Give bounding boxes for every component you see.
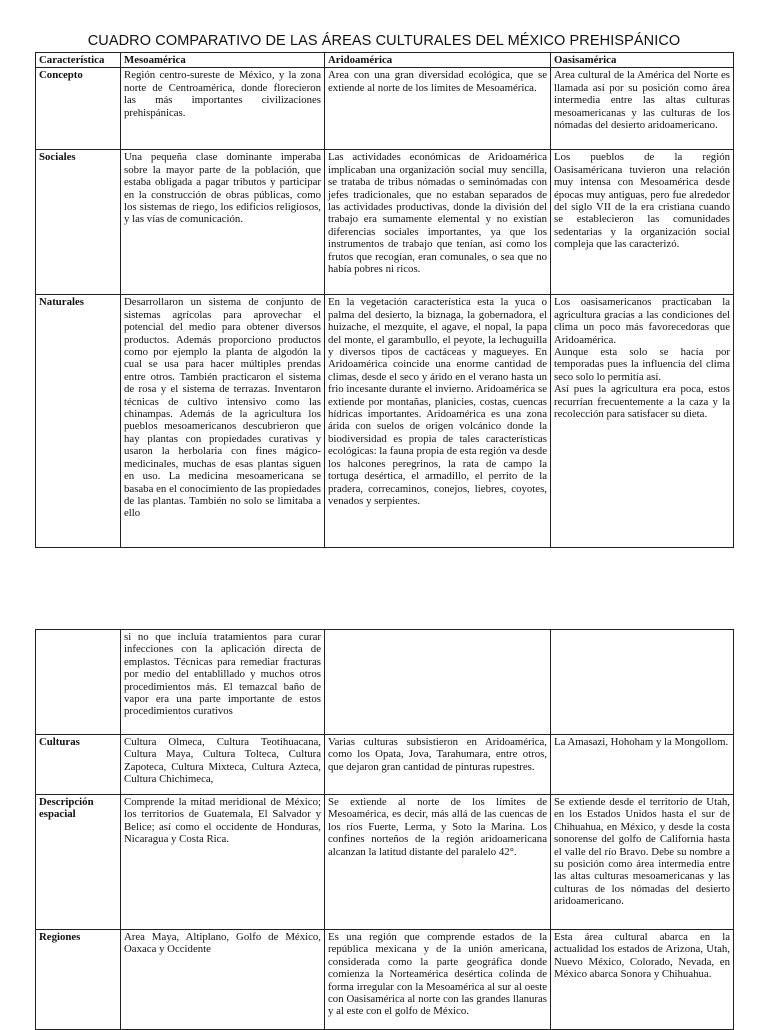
cell-mesoamerica: Desarrollaron un sistema de conjunto de sistemas agrícolas para aprovechar el potencial del medio para obtener diversos productos. Además proporciono productos como por ejemplo la planta de algodón la cual se usa para hacer múltiples prendas entre otros. También practicaron el sistema de rosa y el sistema de terrazas. Inventaron técnicas de cultivo intensivo como las chinampas. Además de la agricultura los pueblos mesoamericanos descubrieron que hay plantas con propiedades curativas y usaron la herbolaria con fines mágico-medicinales, muchas de esas plantas siguen en uso. La medicina mesoamericana se basaba en el conocimiento de las propiedades de las plantas. También no solo se limitaba a ello	[121, 295, 325, 548]
table-row-regiones	[36, 930, 734, 1030]
cell-oasisamerica: La Amasazi, Hohoham y la Mongollom.	[551, 735, 734, 795]
cell-mesoamerica: Cultura Olmeca, Cultura Teotihuacana, Cultura Maya, Cultura Tolteca, Cultura Zapoteca, Cultura Mixteca, Cultura Azteca, Cultura Chichimeca,	[121, 735, 325, 795]
table-row-descripcion-espacial	[36, 795, 734, 930]
table-row-culturas	[36, 735, 734, 795]
cell-oasisamerica: Se extiende desde el territorio de Utah, en los Estados Unidos hasta el sur de Chihuahua, en México, y desde la costa sonorense del golfo de California hasta el valle del río Bravo. Debe su nombre a su posición como área intermedia entre las altas culturas mesoamericanas y las culturas de los nómadas del desierto aridoamericano.	[551, 795, 734, 930]
header-caracteristica: Característica	[36, 53, 121, 68]
cell-mesoamerica: Comprende la mitad meridional de México; los territorios de Guatemala, El Salvador y Belice; así como el occidente de Honduras, Nicaragua y Costa Rica.	[121, 795, 325, 930]
cell-oasisamerica: Area cultural de la América del Norte es llamada así por su posición como área intermedia entre las altas culturas mesoamericanas y las culturas de los nómadas del desierto aridoamericano.	[551, 68, 734, 150]
header-mesoamerica: Mesoamérica	[121, 53, 325, 68]
header-oasisamerica: Oasisamérica	[551, 53, 734, 68]
table-row-continuation	[36, 630, 734, 735]
cell-aridoamerica-empty	[325, 630, 551, 735]
cell-aridoamerica: Las actividades económicas de Aridoamérica implicaban una organización social muy sencilla, se trataba de tribus nómadas o seminómadas con jefes tradicionales, que no estaban separados de las actividades productivas, donde la división del trabajo era sumamente elemental y no existían diferencias sociales importantes, ya que los instrumentos de trabajo que tenían, así como los frutos que recogían, eran comunales, o sea que no había pobres ni ricos.	[325, 150, 551, 295]
cell-mesoamerica: si no que incluía tratamientos para curar infecciones con la aplicación directa de emplastos. Técnicas para remediar fracturas por medio del entablillado y muchos otros procedimientos más. El temazcal baño de vapor era una parte importante de estos procedimientos curativos	[121, 630, 325, 735]
row-label: Regiones	[36, 930, 121, 1030]
cell-aridoamerica: Se extiende al norte de los límites de Mesoamérica, es decir, más allá de las cuencas de los ríos Fuerte, Lerma, y Soto la Marina. Los confines norteños de la región aridoamericana alcanzan la latitud distante del paralelo 42°.	[325, 795, 551, 930]
row-label-empty	[36, 630, 121, 735]
cell-oasisamerica: Esta área cultural abarca en la actualidad los estados de Arizona, Utah, Nuevo México, Colorado, Nevada, en México abarca Sonora y Chihuahua.	[551, 930, 734, 1030]
row-label: Sociales	[36, 150, 121, 295]
comparison-table-page-2	[35, 629, 734, 1030]
document-title: CUADRO COMPARATIVO DE LAS ÁREAS CULTURALES DEL MÉXICO PREHISPÁNICO	[87, 33, 681, 49]
row-label: Culturas	[36, 735, 121, 795]
table-row-naturales	[36, 295, 734, 548]
row-label: Descripción espacial	[36, 795, 121, 930]
table-row-sociales	[36, 150, 734, 295]
cell-mesoamerica: Una pequeña clase dominante imperaba sobre la mayor parte de la población, que estaba obligada a pagar tributos y participar en la construcción de obras públicas, como los sistemas de riego, los edificios religiosos, y las vías de comunicación.	[121, 150, 325, 295]
cell-aridoamerica: Area con una gran diversidad ecológica, que se extiende al norte de los límites de Mesoamérica.	[325, 68, 551, 150]
cell-aridoamerica: En la vegetación característica esta la yuca o palma del desierto, la biznaga, la gobernadora, el huizache, el mezquite, el agave, el nopal, la papa del monte, el garambullo, el peyote, la lechuguilla y diversos tipos de cactáceas y magueyes. En Aridoamérica coincide una enorme cantidad de climas, desde el seco y árido en el verano hasta un frio incesante durante el invierno. Aridoamérica se extiende por montañas, planicies, costas, cuencas hídricas importantes. Aridoamérica es una zona árida con suelos de origen volcánico donde la biodiversidad es propia de tales características ecológicas: la fauna propia de esta región va desde los halcones peregrinos, la rata de campo la tortuga desértica, el armadillo, el perrito de la pradera, correcaminos, conejos, liebres, coyotes, venados y serpientes.	[325, 295, 551, 548]
cell-aridoamerica: Es una región que comprende estados de la república mexicana y de la unión americana, considerada como la parte geográfica donde comienza la Norteamérica desértica colinda de forma irregular con la Mesoamérica al sur al oeste con Oasisamérica al norte con las grandes llanuras y al este con el golfo de México.	[325, 930, 551, 1030]
table-row-concepto	[36, 68, 734, 150]
cell-oasisamerica: Los oasisamericanos practicaban la agricultura gracias a las condiciones del clima un poco más favorecedoras que Aridoamérica. Aunque esta solo se hacía por temporadas pues la influencia del clima seco solo lo permitía así. Así pues la agricultura era poca, estos recurrían frecuentemente a la caza y la recolección para satisfacer su dieta.	[551, 295, 734, 548]
header-row	[36, 53, 734, 68]
cell-oasisamerica-empty	[551, 630, 734, 735]
cell-mesoamerica: Area Maya, Altiplano, Golfo de México, Oaxaca y Occidente	[121, 930, 325, 1030]
cell-aridoamerica: Varias culturas subsistieron en Aridoamérica, como los Opata, Jova, Tarahumara, entre otros, que dejaron gran cantidad de pinturas rupestres.	[325, 735, 551, 795]
comparison-table-page-1	[35, 52, 734, 548]
row-label: Concepto	[36, 68, 121, 150]
cell-mesoamerica: Región centro-sureste de México, y la zona norte de Centroamérica, donde florecieron las más importantes civilizaciones prehispánicas.	[121, 68, 325, 150]
row-label: Naturales	[36, 295, 121, 548]
header-aridoamerica: Aridoamérica	[325, 53, 551, 68]
cell-oasisamerica: Los pueblos de la región Oasisaméricana tuvieron una relación muy intensa con Mesoamérica desde épocas muy antiguas, pero fue alrededor del siglo VII de la era cristiana cuando se establecieron las comunidades sedentarias y la organización social compleja que las caracterizó.	[551, 150, 734, 295]
